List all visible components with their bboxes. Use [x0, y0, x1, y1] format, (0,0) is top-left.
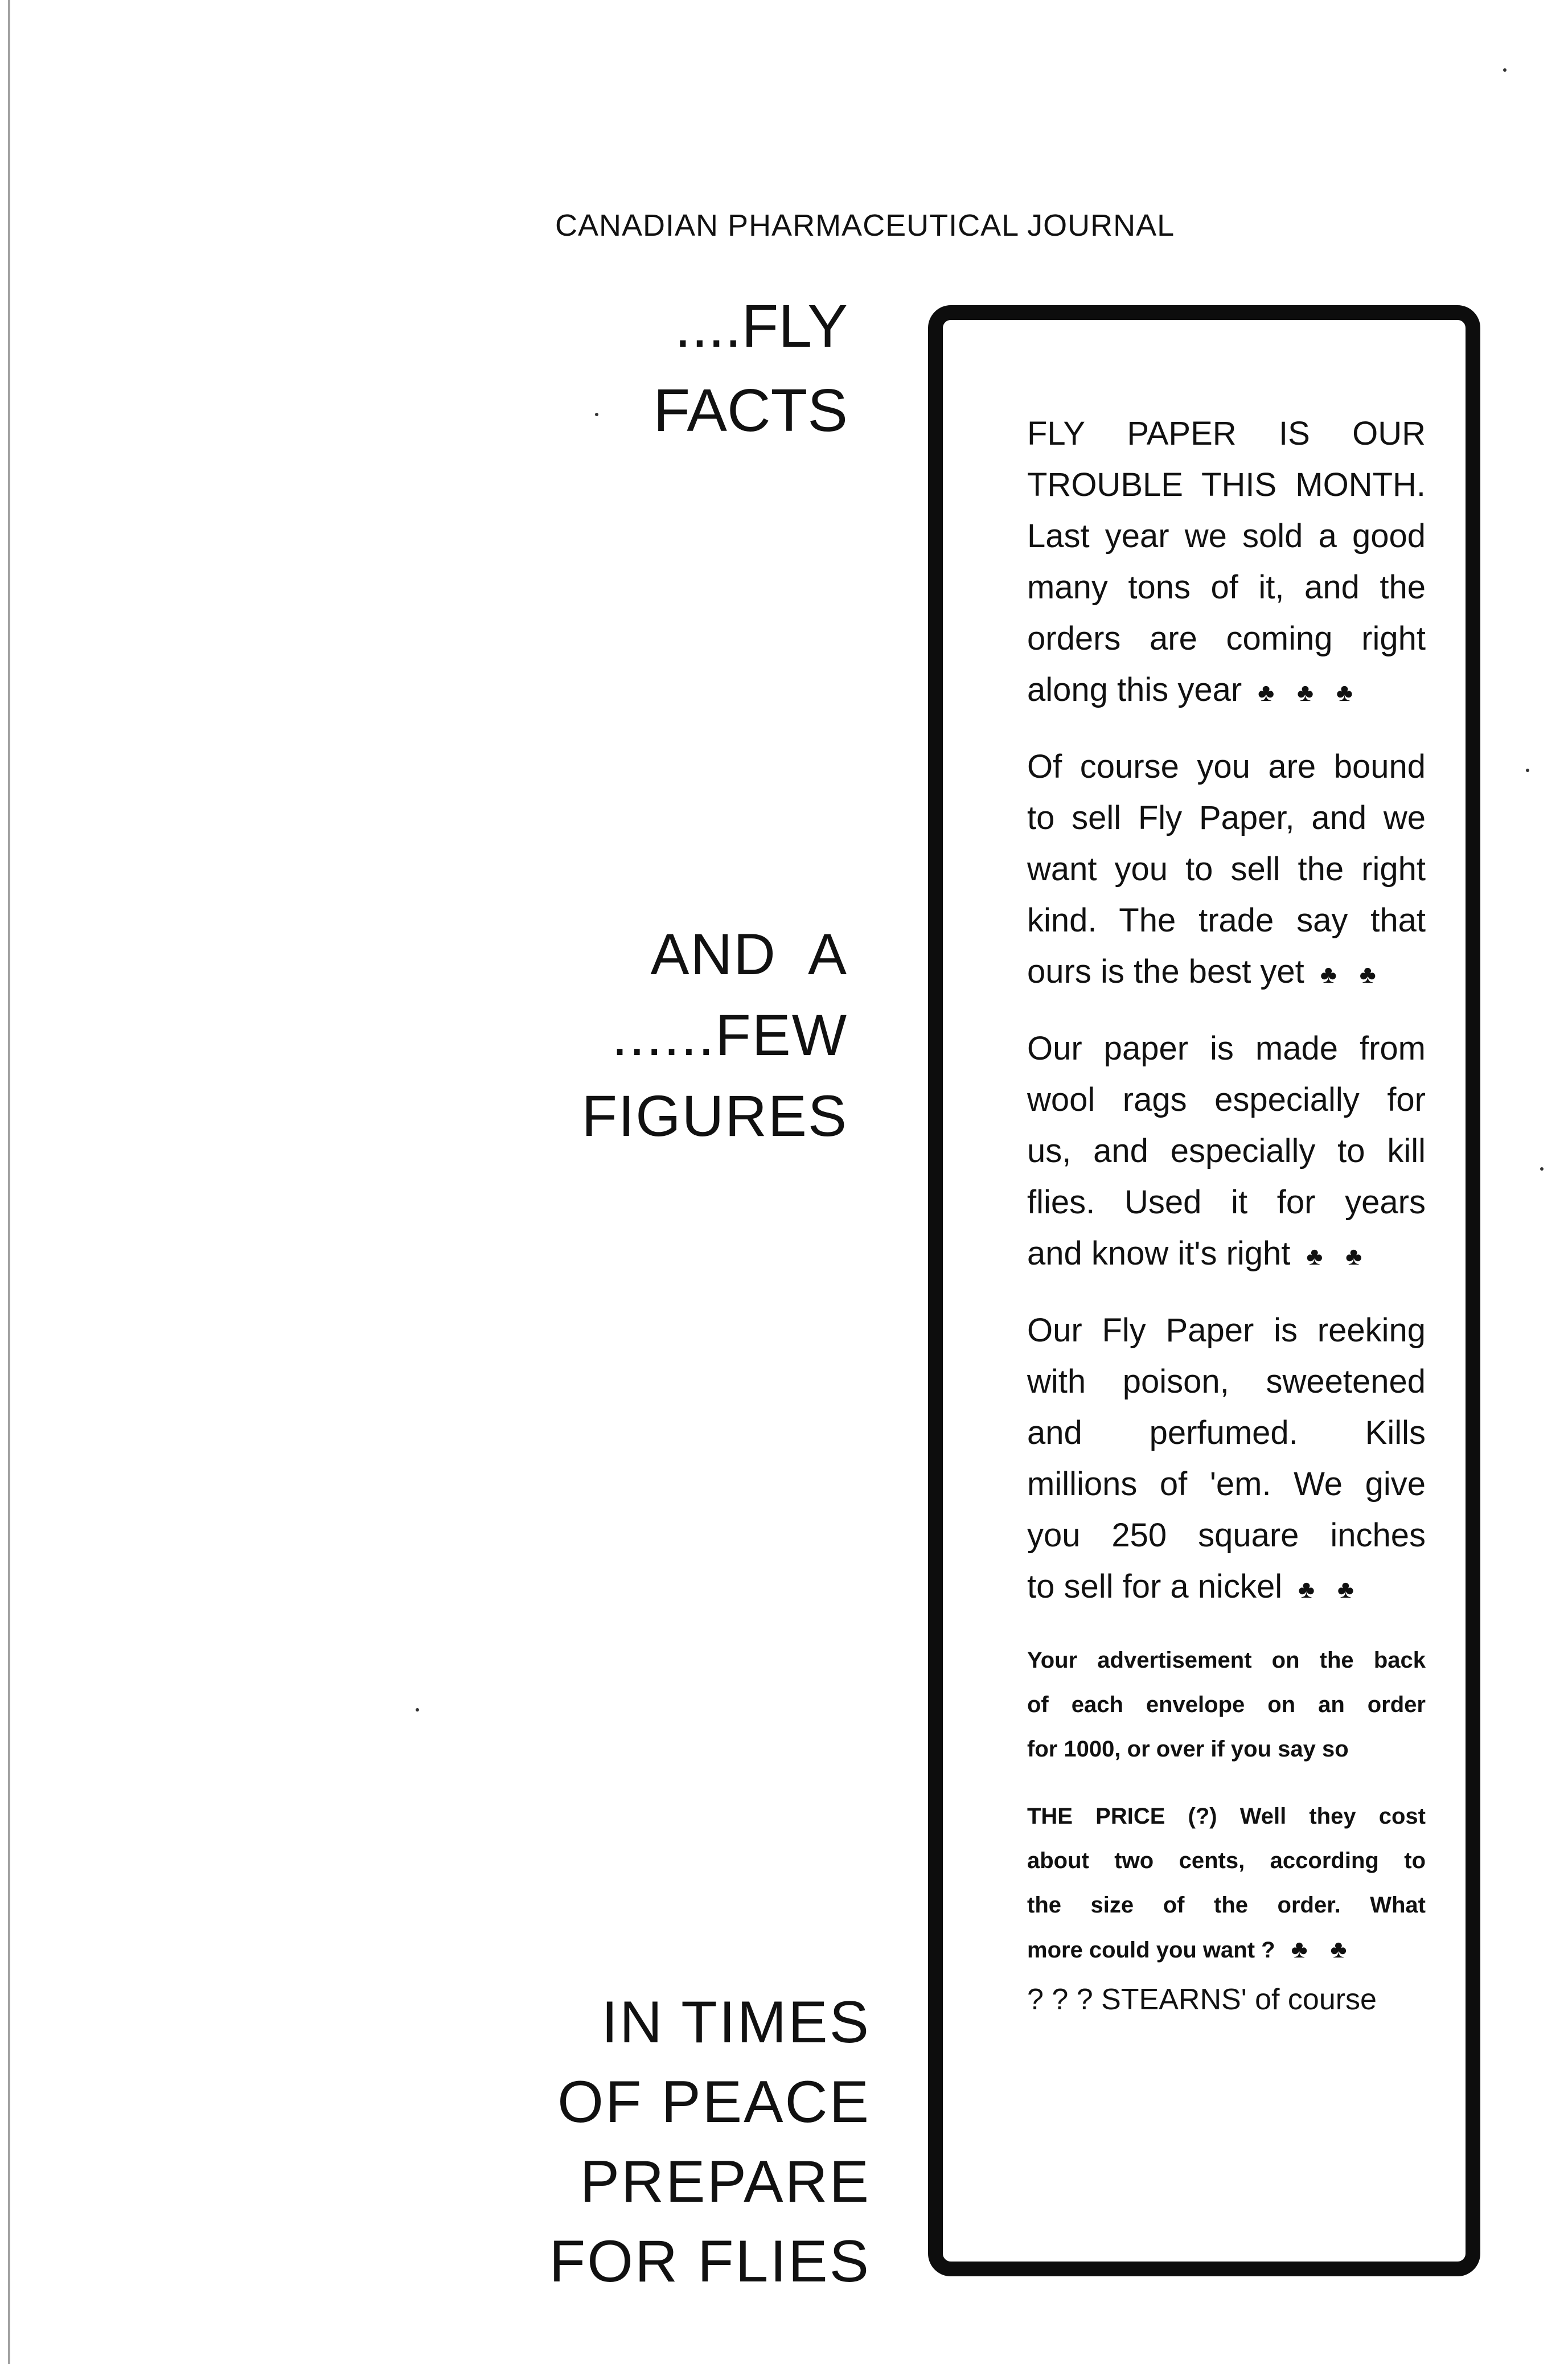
advertisement-paragraph [1027, 1305, 1426, 1615]
heading-line: AND A [650, 922, 848, 987]
paragraph-line [1027, 1023, 1426, 1074]
club-ornament-icon: ♣♣ [1306, 1242, 1385, 1270]
journal-header: CANADIAN PHARMACEUTICAL JOURNAL [555, 208, 1175, 243]
paragraph-line-text: Your advertisement on the back [1027, 1648, 1426, 1673]
paragraph-line [1027, 1883, 1426, 1927]
paragraph-line-text: ours is the best yet [1027, 953, 1304, 990]
paragraph-line [1027, 1305, 1426, 1356]
paragraph-line [1027, 741, 1426, 793]
paragraph-line [1027, 1927, 1426, 1972]
paragraph-line-text: FLY PAPER IS OUR [1027, 415, 1426, 452]
club-ornament-icon: ♣♣ [1320, 961, 1399, 988]
paragraph-line [1027, 1727, 1426, 1771]
paragraph-line [1027, 1459, 1426, 1510]
paragraph-line [1027, 1126, 1426, 1177]
paragraph-line-text: millions of 'em. We give [1027, 1466, 1426, 1503]
advertisement-closing: ? ? ? STEARNS' of course [1027, 1983, 1377, 2016]
paragraph-line [1027, 844, 1426, 895]
heading-line: ....FLY [674, 293, 848, 360]
paragraph-line-text: you 250 square inches [1027, 1517, 1426, 1554]
paragraph-line-text: for 1000, or over if you say so [1027, 1737, 1349, 1762]
paragraph-line-text: Our Fly Paper is reeking [1027, 1312, 1426, 1349]
paragraph-line-text: kind. The trade say that [1027, 902, 1426, 939]
advertisement-paragraph [1027, 408, 1426, 719]
paragraph-line [1027, 1356, 1426, 1407]
paragraph-line-text: and know it's right [1027, 1235, 1291, 1272]
paragraph-line [1027, 1177, 1426, 1228]
paragraph-line [1027, 1228, 1426, 1282]
paragraph-line-text: and perfumed. Kills [1027, 1414, 1426, 1451]
heading-line: FOR FLIES [549, 2228, 871, 2295]
advertisement-paragraph [1027, 1794, 1426, 1972]
paragraph-line-text: Last year we sold a good [1027, 518, 1426, 555]
paragraph-line-text: more could you want ? [1027, 1938, 1275, 1963]
heading-line: OF PEACE [557, 2069, 871, 2135]
paragraph-line-text: about two cents, according to [1027, 1848, 1426, 1873]
heading-line: IN TIMES [601, 1989, 871, 2055]
paragraph-line [1027, 562, 1426, 613]
heading-line: PREPARE [580, 2149, 871, 2215]
paragraph-line [1027, 793, 1426, 844]
paragraph-line [1027, 408, 1426, 459]
print-speck [1526, 769, 1529, 772]
paragraph-line-text: with poison, sweetened [1027, 1363, 1426, 1400]
heading-line: FIGURES [581, 1084, 848, 1148]
heading-line: ......FEW [611, 1003, 848, 1068]
heading-few-figures [581, 922, 848, 1168]
paragraph-line [1027, 1638, 1426, 1682]
paragraph-line-text: the size of the order. What [1027, 1893, 1426, 1918]
paragraph-line [1027, 895, 1426, 946]
paragraph-line-text: to sell Fly Paper, and we [1027, 799, 1426, 836]
paragraph-line-text: many tons of it, and the [1027, 569, 1426, 606]
heading-fly-facts [653, 293, 848, 465]
paragraph-line-text: us, and especially to kill [1027, 1132, 1426, 1169]
advertisement-paragraph [1027, 741, 1426, 1000]
paragraph-line-text: Of course you are bound [1027, 748, 1426, 785]
paragraph-line [1027, 1561, 1426, 1615]
page-edge-line [8, 0, 10, 2364]
paragraph-line [1027, 1794, 1426, 1838]
paragraph-line-text: TROUBLE THIS MONTH. [1027, 466, 1426, 503]
paragraph-line-text: Our paper is made from [1027, 1030, 1426, 1067]
paragraph-line [1027, 613, 1426, 664]
advertisement-paragraph [1027, 1023, 1426, 1282]
club-ornament-icon: ♣♣ [1291, 1935, 1370, 1963]
paragraph-line [1027, 1682, 1426, 1727]
paragraph-line [1027, 1407, 1426, 1459]
advertisement-box [928, 305, 1480, 2276]
paragraph-line-text: want you to sell the right [1027, 851, 1426, 888]
paragraph-line [1027, 664, 1426, 719]
heading-line: FACTS [653, 377, 848, 444]
print-speck [1540, 1167, 1544, 1171]
print-speck [416, 1708, 419, 1712]
paragraph-line-text: along this year [1027, 671, 1242, 708]
paragraph-line-text: of each envelope on an order [1027, 1692, 1426, 1717]
club-ornament-icon: ♣♣♣ [1258, 679, 1376, 707]
print-speck [1503, 68, 1507, 72]
paragraph-line [1027, 1838, 1426, 1883]
club-ornament-icon: ♣♣ [1298, 1575, 1377, 1603]
paragraph-line-text: to sell for a nickel [1027, 1568, 1283, 1605]
paragraph-line-text: flies. Used it for years [1027, 1184, 1426, 1221]
print-speck [595, 413, 598, 416]
paragraph-line [1027, 459, 1426, 511]
advertisement-body [1027, 408, 1426, 1995]
paragraph-line [1027, 1510, 1426, 1561]
paragraph-line [1027, 1074, 1426, 1126]
paragraph-line-text: THE PRICE (?) Well they cost [1027, 1804, 1426, 1829]
heading-times-of-peace [549, 1989, 871, 2312]
paragraph-line [1027, 946, 1426, 1000]
advertisement-paragraph [1027, 1638, 1426, 1771]
paragraph-line-text: wool rags especially for [1027, 1081, 1426, 1118]
paragraph-line-text: orders are coming right [1027, 620, 1426, 657]
paragraph-line [1027, 511, 1426, 562]
